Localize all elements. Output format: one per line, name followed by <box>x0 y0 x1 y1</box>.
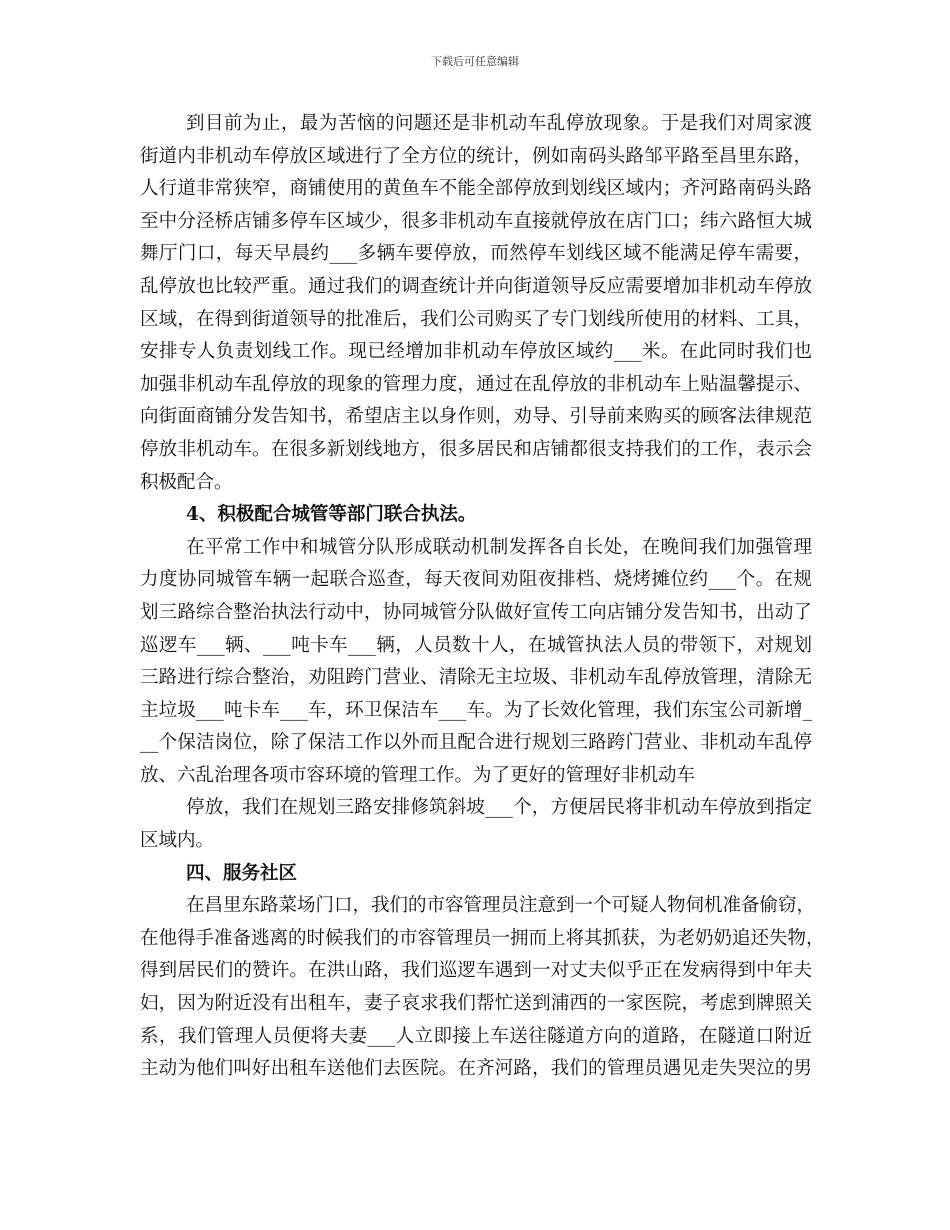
text-line: 乱停放也比较严重。通过我们的调查统计并向街道领导反应需要增加非机动车停放 <box>140 275 812 297</box>
text-line: 停放，我们在规划三路安排修筑斜坡___个，方便居民将非机动车停放到指定 <box>186 797 812 819</box>
text-line: 在平常工作中和城管分队形成联动机制发挥各自长处，在晚间我们加强管理 <box>186 536 812 558</box>
text-line: 在昌里东路菜场门口，我们的市容管理员注意到一个可疑人物伺机准备偷窃， <box>186 895 816 917</box>
text-line: 在他得手准备逃离的时候我们的市容管理员一拥而上将其抓获，为老奶奶追还失物， <box>140 927 825 949</box>
text-line: 妇，因为附近没有出租车，妻子哀求我们帮忙送到浦西的一家医院，考虑到牌照关 <box>140 993 812 1015</box>
text-line: 放、六乱治理各项市容环境的管理工作。为了更好的管理好非机动车 <box>140 764 696 786</box>
text-line: 安排专人负责划线工作。现已经增加非机动车停放区域约___米。在此同时我们也 <box>140 341 812 363</box>
text-line: 街道内非机动车停放区域进行了全方位的统计，例如南码头路邹平路至昌里东路， <box>140 145 812 167</box>
text-line: 系，我们管理人员便将夫妻___人立即接上车送往隧道方向的道路，在隧道口附近 <box>140 1025 812 1047</box>
section-heading: 四、服务社区 <box>186 862 298 884</box>
text-line: 划三路综合整治执法行动中，协同城管分队做好宣传工向店铺分发告知书，出动了 <box>140 601 812 623</box>
text-line: 停放非机动车。在很多新划线地方，很多居民和店铺都很支持我们的工作，表示会 <box>140 438 812 460</box>
text-line: 向街面商铺分发告知书，希望店主以身作则，劝导、引导前来购买的顾客法律规范 <box>140 406 812 428</box>
text-line: 得到居民们的赞许。在洪山路，我们巡逻车遇到一对丈夫似乎正在发病得到中年夫 <box>140 960 812 982</box>
text-line: 舞厅门口，每天早晨约___多辆车要停放，而然停车划线区域不能满足停车需要， <box>140 243 812 265</box>
page-header: 下载后可任意编辑 <box>431 55 519 68</box>
text-line: 人行道非常狭窄，商铺使用的黄鱼车不能全部停放到划线区域内；齐河路南码头路 <box>140 178 812 200</box>
text-line: 区域，在得到街道领导的批准后，我们公司购买了专门划线所使用的材料、工具， <box>140 308 812 330</box>
text-line: 至中分泾桥店铺多停车区域少，很多非机动车直接就停放在店门口；纬六路恒大城 <box>140 210 812 232</box>
text-line: 加强非机动车乱停放的现象的管理力度，通过在乱停放的非机动车上贴温馨提示、 <box>140 373 812 395</box>
text-line: 主垃圾___吨卡车___车，环卫保洁车___车。为了长效化管理，我们东宝公司新增_ <box>140 699 812 721</box>
text-line: 三路进行综合整治，劝阻跨门营业、清除无主垃圾、非机动车乱停放管理，清除无 <box>140 667 812 689</box>
text-line: 主动为他们叫好出租车送他们去医院。在齐河路，我们的管理员遇见走失哭泣的男 <box>140 1058 812 1080</box>
text-line: 巡逻车___辆、___吨卡车___辆，人员数十人，在城管执法人员的带领下，对规划 <box>140 634 812 656</box>
text-line: 到目前为止，最为苦恼的问题还是非机动车乱停放现象。于是我们对周家渡 <box>186 113 812 134</box>
text-line: 区域内。 <box>140 830 215 852</box>
document-body <box>140 108 825 1086</box>
text-line: 积极配合。 <box>140 471 233 493</box>
text-line: __个保洁岗位，除了保洁工作以外而且配合进行规划三路跨门营业、非机动车乱停 <box>140 732 812 754</box>
section-heading: 4、积极配合城管等部门联合执法。 <box>186 504 477 526</box>
text-line: 力度协同城管车辆一起联合巡查，每天夜间劝阻夜排档、烧烤摊位约___个。在规 <box>140 569 812 591</box>
